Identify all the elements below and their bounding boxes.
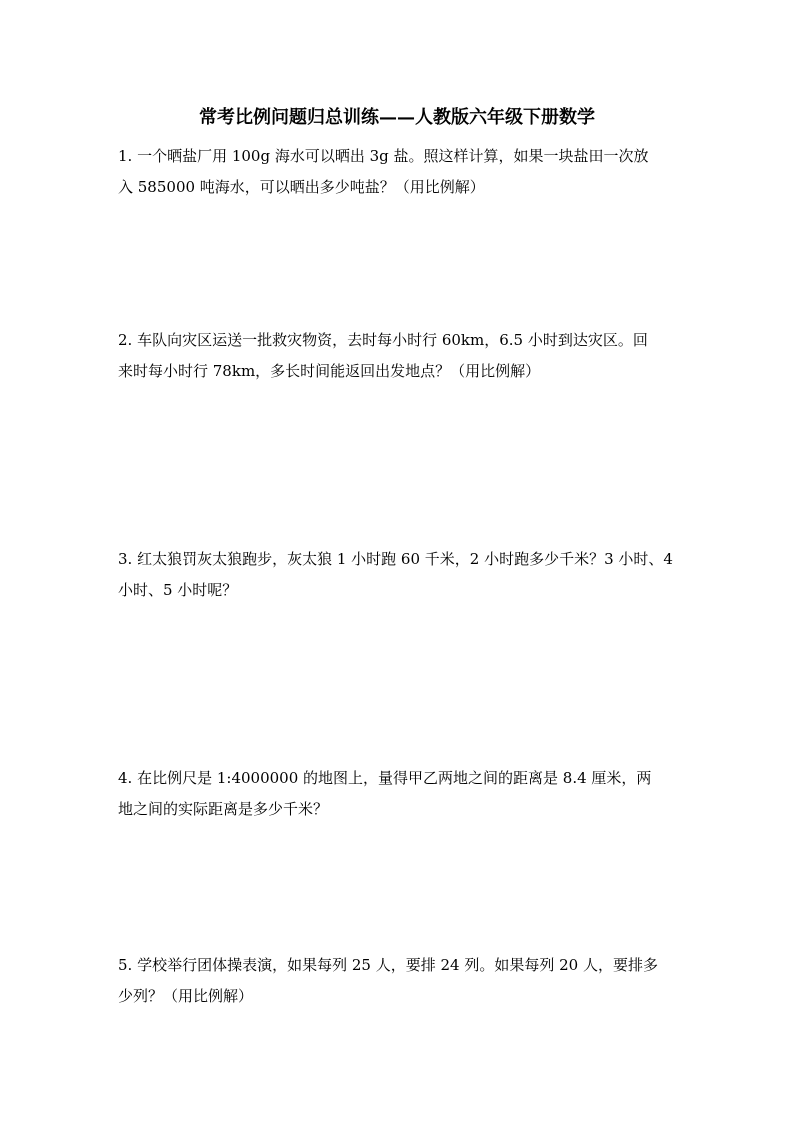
question-3-line-2: 小时、5 小时呢？ (118, 581, 238, 599)
question-1 (118, 141, 703, 203)
question-1-line-1: 1. 一个晒盐厂用 100g 海水可以晒出 3g 盐。照这样计算，如果一块盐田一次放 (118, 147, 649, 165)
question-3-line-1: 3. 红太狼罚灰太狼跑步，灰太狼 1 小时跑 60 千米，2 小时跑多少千米？3 小时、4 (118, 550, 673, 568)
question-4 (118, 763, 703, 825)
question-5 (118, 950, 703, 1012)
question-4-line-2: 地之间的实际距离是多少千米？ (118, 800, 329, 818)
question-2-line-1: 2. 车队向灾区运送一批救灾物资，去时每小时行 60km，6.5 小时到达灾区。回 (118, 331, 648, 349)
page-title: 常考比例问题归总训练——人教版六年级下册数学 (199, 107, 595, 128)
question-4-line-1: 4. 在比例尺是 1:4000000 的地图上，量得甲乙两地之间的距离是 8.4 厘米，两 (118, 769, 652, 787)
question-2-line-2: 来时每小时行 78km，多长时间能返回出发地点？（用比例解） (118, 362, 541, 380)
question-3 (118, 544, 703, 606)
question-2 (118, 325, 703, 387)
question-1-line-2: 入 585000 吨海水，可以晒出多少吨盐？（用比例解） (118, 178, 485, 196)
question-5-line-2: 少列？（用比例解） (118, 987, 254, 1005)
question-5-line-1: 5. 学校举行团体操表演，如果每列 25 人，要排 24 列。如果每列 20 人，要排多 (118, 956, 658, 974)
